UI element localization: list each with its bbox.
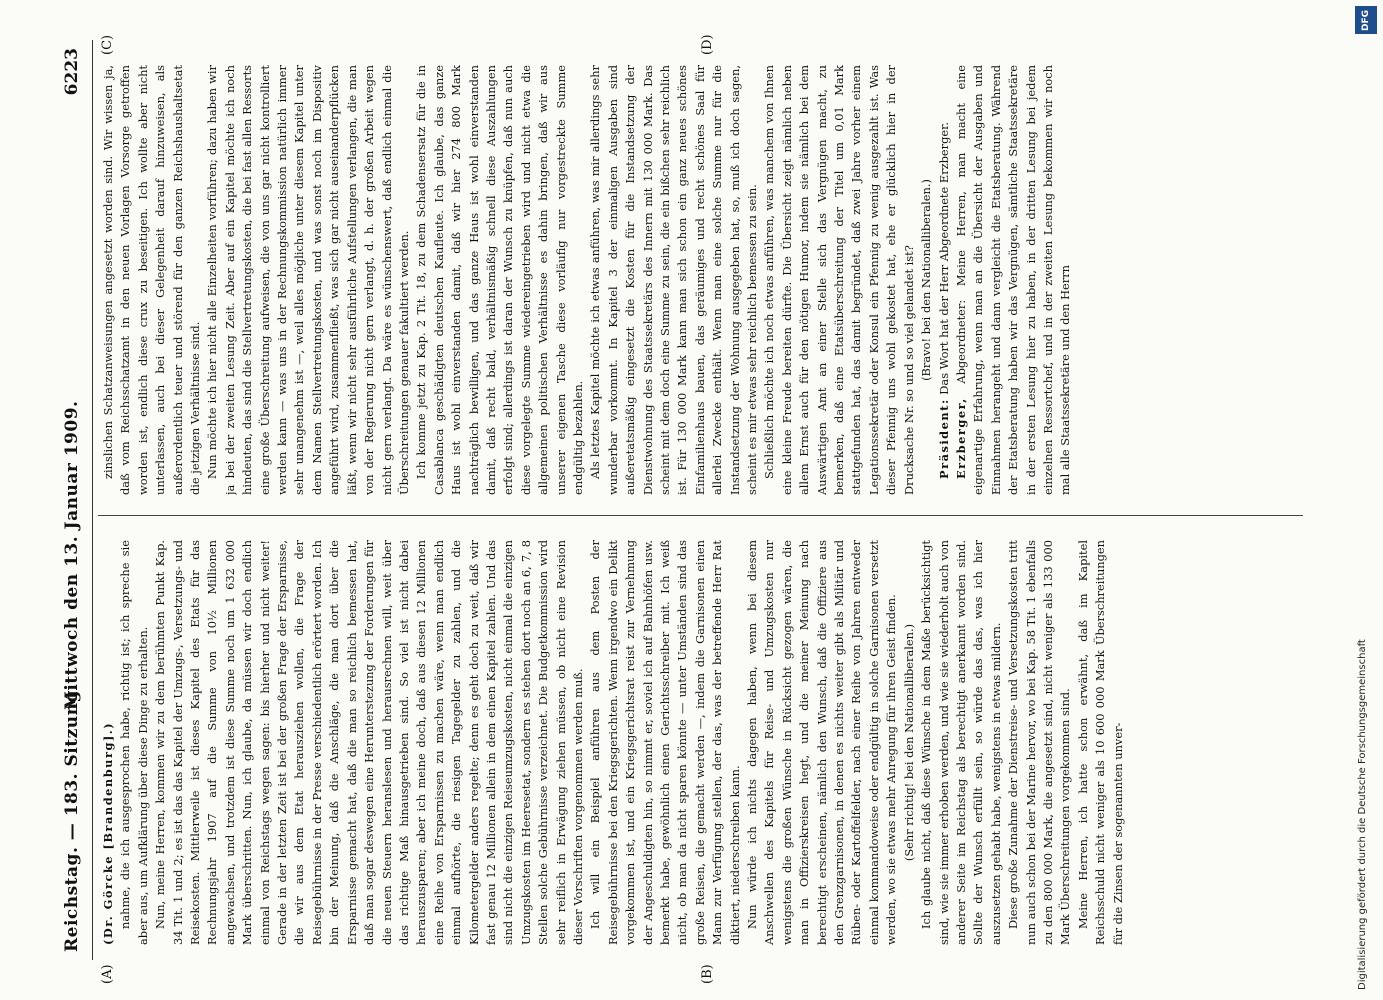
paragraph — [901, 540, 918, 945]
margin-marker-a: (A) — [100, 964, 115, 984]
dfg-logo: DFG — [1355, 6, 1377, 34]
digitization-credit: Digitalisierung gefördert durch die Deutsche Forschungsgemeinschaft — [1357, 639, 1368, 990]
paragraph-text: (Bravo! bei den Nationalliberalen.) — [919, 179, 934, 381]
paragraph — [918, 65, 935, 495]
paragraph-text: Schließlich möchte ich noch etwas anführen, was manchem von Ihnen eine kleine Freude bereiten dürfte. Die Übersicht zeigt nämlich neben allem Ernst auch für den nötigen Humor, indem sie nämlich bei dem Auswärtigen Amt an einer Stelle sich das Vergnügen macht, zu bemerken, daß eine Etatsüberschreitung der Titel um 0,01 Mark stattgefunden hat, das damit begründet, daß zwei Jahre vorher einem Legationssekretär oder Konsul ein Pfennig zu wenig ausgezahlt ist. Was dieser Pfennig uns wohl gekostet hat, ehe er glücklich hier in der Drucksache Nr. so und so viel gelandet ist? — [762, 65, 916, 495]
speaker-name: (Dr. Görcke [Brandenburg].) — [101, 721, 115, 945]
paragraph-text: Nun möchte ich hier nicht alle Einzelheiten vorführen; dazu haben wir ja bei der zweiten Lesung Zeit. Aber auf ein Kapitel möchte ich noch hindeuten, das sind die Stellvertretungskosten, die bei fast allen Ressorts eine große Überschreitung aufweisen, die von uns gar nicht kontrolliert werden kann — was uns in der Rechnungskommission natürlich immer sehr unangenehm ist —, weil alles mögliche unter diesem Kapitel unter dem Namen Stellvertretungskosten, und was sonst noch im Dispositiv angeführt wird, zusammenfließt, was sich gar nicht auseinanderpflücken läßt, wenn wir nicht sehr ausführliche Aufstellungen verlangen, die man von der Regierung nicht gern verlangt, d. h. der großen Arbeit wegen nicht gern verlangt. Da wäre es wünschenswert, daß endlich einmal die Überschreitungen genauer fakultiert werden. — [205, 65, 411, 495]
header-left: Reichstag. — 183. Sitzung. — [62, 683, 82, 952]
paragraph — [413, 65, 587, 495]
paragraph — [100, 65, 204, 495]
header-date: Mittwoch den 13. Januar 1909. — [62, 400, 82, 710]
paragraph — [936, 65, 953, 495]
paragraph — [1075, 540, 1127, 945]
paragraph-text: (Sehr richtig! bei den Nationalliberalen.) — [901, 623, 916, 862]
paragraph-text: Nun würde ich nichts dagegen haben, wenn bei diesem Anschwellen des Kapitels für Reise- und Umzugskosten nur wenigstens die großen Wünsche in Rücksicht gezogen wären, die man in Offizierskreisen hegt, und die meiner Meinung nach berechtigt erscheinen, nämlich den Wunsch, daß die Offiziere aus den Grenzgarnisonen, in denen es nichts weiter gibt als Militär und Rüben- oder Kartoffelfelder, nach einer Reihe von Jahren entweder einmal kommandoweise oder endgültig in solche Garnisonen versetzt werden, wo sie etwas mehr Anregung für ihren Geist finden. — [745, 540, 899, 945]
paragraph — [761, 65, 918, 495]
speaker-name: Präsident: — [936, 398, 951, 479]
paragraph-text: Das Wort hat der Herr Abgeordnete Erzberger. — [936, 122, 951, 395]
page-number: 6223 — [62, 48, 82, 96]
paragraph — [152, 540, 587, 945]
margin-marker-c: (C) — [100, 34, 115, 55]
paragraph — [918, 540, 1005, 945]
paragraph-text: nahme, die ich ausgesprochen habe, richtig ist; ich spreche sie aber aus, um Aufklärung über diese Dinge zu erhalten. — [118, 540, 150, 945]
margin-marker-d: (D) — [700, 34, 715, 55]
paragraph-text: zinslichen Schatzanweisungen angesetzt worden sind. Wir wissen ja, daß vom Reichsschatzamt in den neuen Vorlagen Vorsorge getroffen worden ist, endlich diese crux zu beseitigen. Ich wollte aber nicht unterlassen, auch bei dieser Gelegenheit darauf hinzuweisen, als außerordentlich teuer und störend für den ganzen Reichshaushaltsetat die jetzigen Verhältnisse sind. — [101, 65, 203, 495]
right-column — [100, 65, 1300, 495]
paragraph-text: Nun, meine Herren, kommen wir zu dem berühmten Punkt Kap. 34 Tit. 1 und 2; es ist das das Kapitel der Umzugs-, Versetzungs- und Reisekosten. Mittlerweile ist dieses Kapitel des Etats für das Rechnungsjahr 1907 auf die Summe von 10½ Millionen angewachsen, und trotzdem ist diese Summe noch um 1 632 000 Mark überschritten. Nun, ich glaube, da müssen wir doch endlich einmal von Reichstags wegen sagen: bis hierher und nicht weiter! Gerade in der letzten Zeit ist bei der großen Frage der Ersparnisse, die wir aus dem Etat herausziehen wollen, die Frage der Reisegebührnisse in der Presse verschiedentlich erörtert worden. Ich bin der Meinung, daß die Anschläge, die man dort über die Ersparnisse gemacht hat, daß die man so reichlich bemessen hat, daß man sogar deswegen eine Herunterstezung der Forderungen für die neuen Steuern heranslesen und herausrechnen will, weit über das richtige Maß hinausgetrieben sind. So viel ist nicht dabei herauszusparen; aber ich meine doch, daß aus diesen 12 Millionen eine Reihe von Ersparnissen zu machen wäre, wenn man endlich einmal aufhörte, die riesigen Tagegelder zu zahlen, und die Kilometergelder anders regelte; denn es geht doch zu weit, daß wir fast genau 12 Millionen allein in dem einen Kapitel zahlen. Und das sind nicht die einzigen Reiseumzugskosten, nicht einmal die einzigen Umzugskosten im Heeresetat, sondern es stehen dort noch an 6, 7, 8 Stellen solche Gebührnisse verzeichnet. Die Budgetkommission wird sehr reiflich in Erwägung ziehen müssen, ob nicht eine Revision dieser Vorschriften vorgenommen werden muß. — [153, 540, 585, 945]
paragraph-text: Ich will ein Beispiel anführen aus dem Posten der Reisegebührnisse bei den Kriegsgerichten. Wenn irgendwo ein Delikt vorgekommen ist, und ein Kriegsgerichtsrat reist zur Vernehmung der Angeschuldigten hin, so nimmt er, soviel ich auf Bahnhöfen usw. bemerkt habe, gewöhnlich einen Gerichtsschreiber mit. Ich weiß nicht, ob man da nicht sparen könnte — unter Umständen sind das große Reisen, die gemacht werden —, indem die Garnisonen einen Mann zur Verfügung stellen, der das, was der betreffende Herr Rat diktiert, niederschreiben kann. — [588, 540, 742, 945]
paragraph — [587, 65, 761, 495]
paragraph — [953, 65, 1075, 495]
left-column — [100, 540, 1300, 945]
paragraph — [744, 540, 901, 945]
column-divider — [98, 515, 1303, 516]
paragraph-text: Als letztes Kapitel möchte ich etwas anführen, was mir allerdings sehr wunderbar vorkommt. In Kapitel 3 der einmaligen Ausgaben sind außeretatsmäßig eingesetzt die Kosten für die Instandsetzung der Dienstwohnung des Staatssekretärs des Innern mit 130 000 Mark. Das scheint mit dem doch eine Summe zu sein, die ein bißchen sehr reichlich ist. Für 130 000 Mark kann man sich schon ein ganz neues schönes Einfamilienhaus bauen, das geräumiges und recht schönes Saal für allerlei Zwecke enthält. Wenn man eine solche Summe nur für die Instandsetzung der Wohnung ausgegeben hat, so, muß ich doch sagen, scheint es mir etwas sehr reichlich bemessen zu sein. — [588, 65, 760, 495]
paragraph — [100, 540, 117, 945]
paragraph-text: Meine Herren, ich hatte schon erwähnt, daß im Kapitel Reichsschuld nicht weniger als 10 600 000 Mark Überschreitungen für die Zinsen der sogenannten unver- — [1075, 540, 1125, 945]
paragraph — [117, 540, 152, 945]
paragraph — [204, 65, 413, 495]
header-rule — [92, 40, 93, 960]
running-header — [62, 40, 92, 960]
speaker-name: Erzberger, — [953, 397, 968, 479]
margin-marker-b: (B) — [700, 964, 715, 984]
paragraph — [587, 540, 744, 945]
paragraph — [1005, 540, 1075, 945]
paragraph-text: Diese große Zunahme der Dienstreise- und Versetzungskosten tritt nun auch schon bei der Marine hervor, wo bei Kap. 58 Tit. 1 ebenfalls zu den 800 000 Mark, die angesetzt sind, nicht weniger als 133 000 Mark Überschreitungen vorgekommen sind. — [1006, 540, 1073, 945]
paragraph-text: Ich komme jetzt zu Kap. 2 Tit. 18, zu dem Schadensersatz für die in Casablanca geschädigten deutschen Kaufleute. Ich glaube, das ganze Haus ist wohl einverstanden damit, daß wir hier 274 800 Mark nachträglich bewilligen, und das ganze Haus ist wohl einverstanden damit, daß recht bald, verhältnismäßig schnell diese Auszahlungen erfolgt sind; allerdings ist daran der Wunsch zu knüpfen, daß nun auch diese vorgelegte Summe wiedereingetrieben wird und nicht etwa die allgemeinen politischen Verhältnisse es dahin bringen, daß wir aus unserer eigenen Tasche diese vorläufig nur vorgestreckte Summe endgültig bezahlen. — [414, 65, 585, 495]
paragraph-text: Abgeordneter: Meine Herren, man macht eine eigenartige Erfahrung, wenn man an die Übersicht der Ausgaben und Einnahmen herangeht und dann vergleicht die Etatsberatung. Während der Etatsberatung haben wir das Vergnügen, sämtliche Staatssekretäre in der ersten Lesung hier zu haben, in der dritten Lesung bei jedem einzelnen Ressortchef, und in der zweiten Lesung bekommen wir noch mal alle Staatssekretäre und den Herrn — [953, 65, 1073, 495]
paragraph-text: Ich glaube nicht, daß diese Wünsche in dem Maße berücksichtigt sind, wie sie immer erhoben werden, und wie sie wiederholt auch von anderer Seite im Reichstag als berechtigt anerkannt worden sind. Sollte der Wunsch erfüllt sein, so würde das das, was ich hier auszusetzen gehabt habe, wenigstens in etwas mildern. — [919, 540, 1003, 945]
